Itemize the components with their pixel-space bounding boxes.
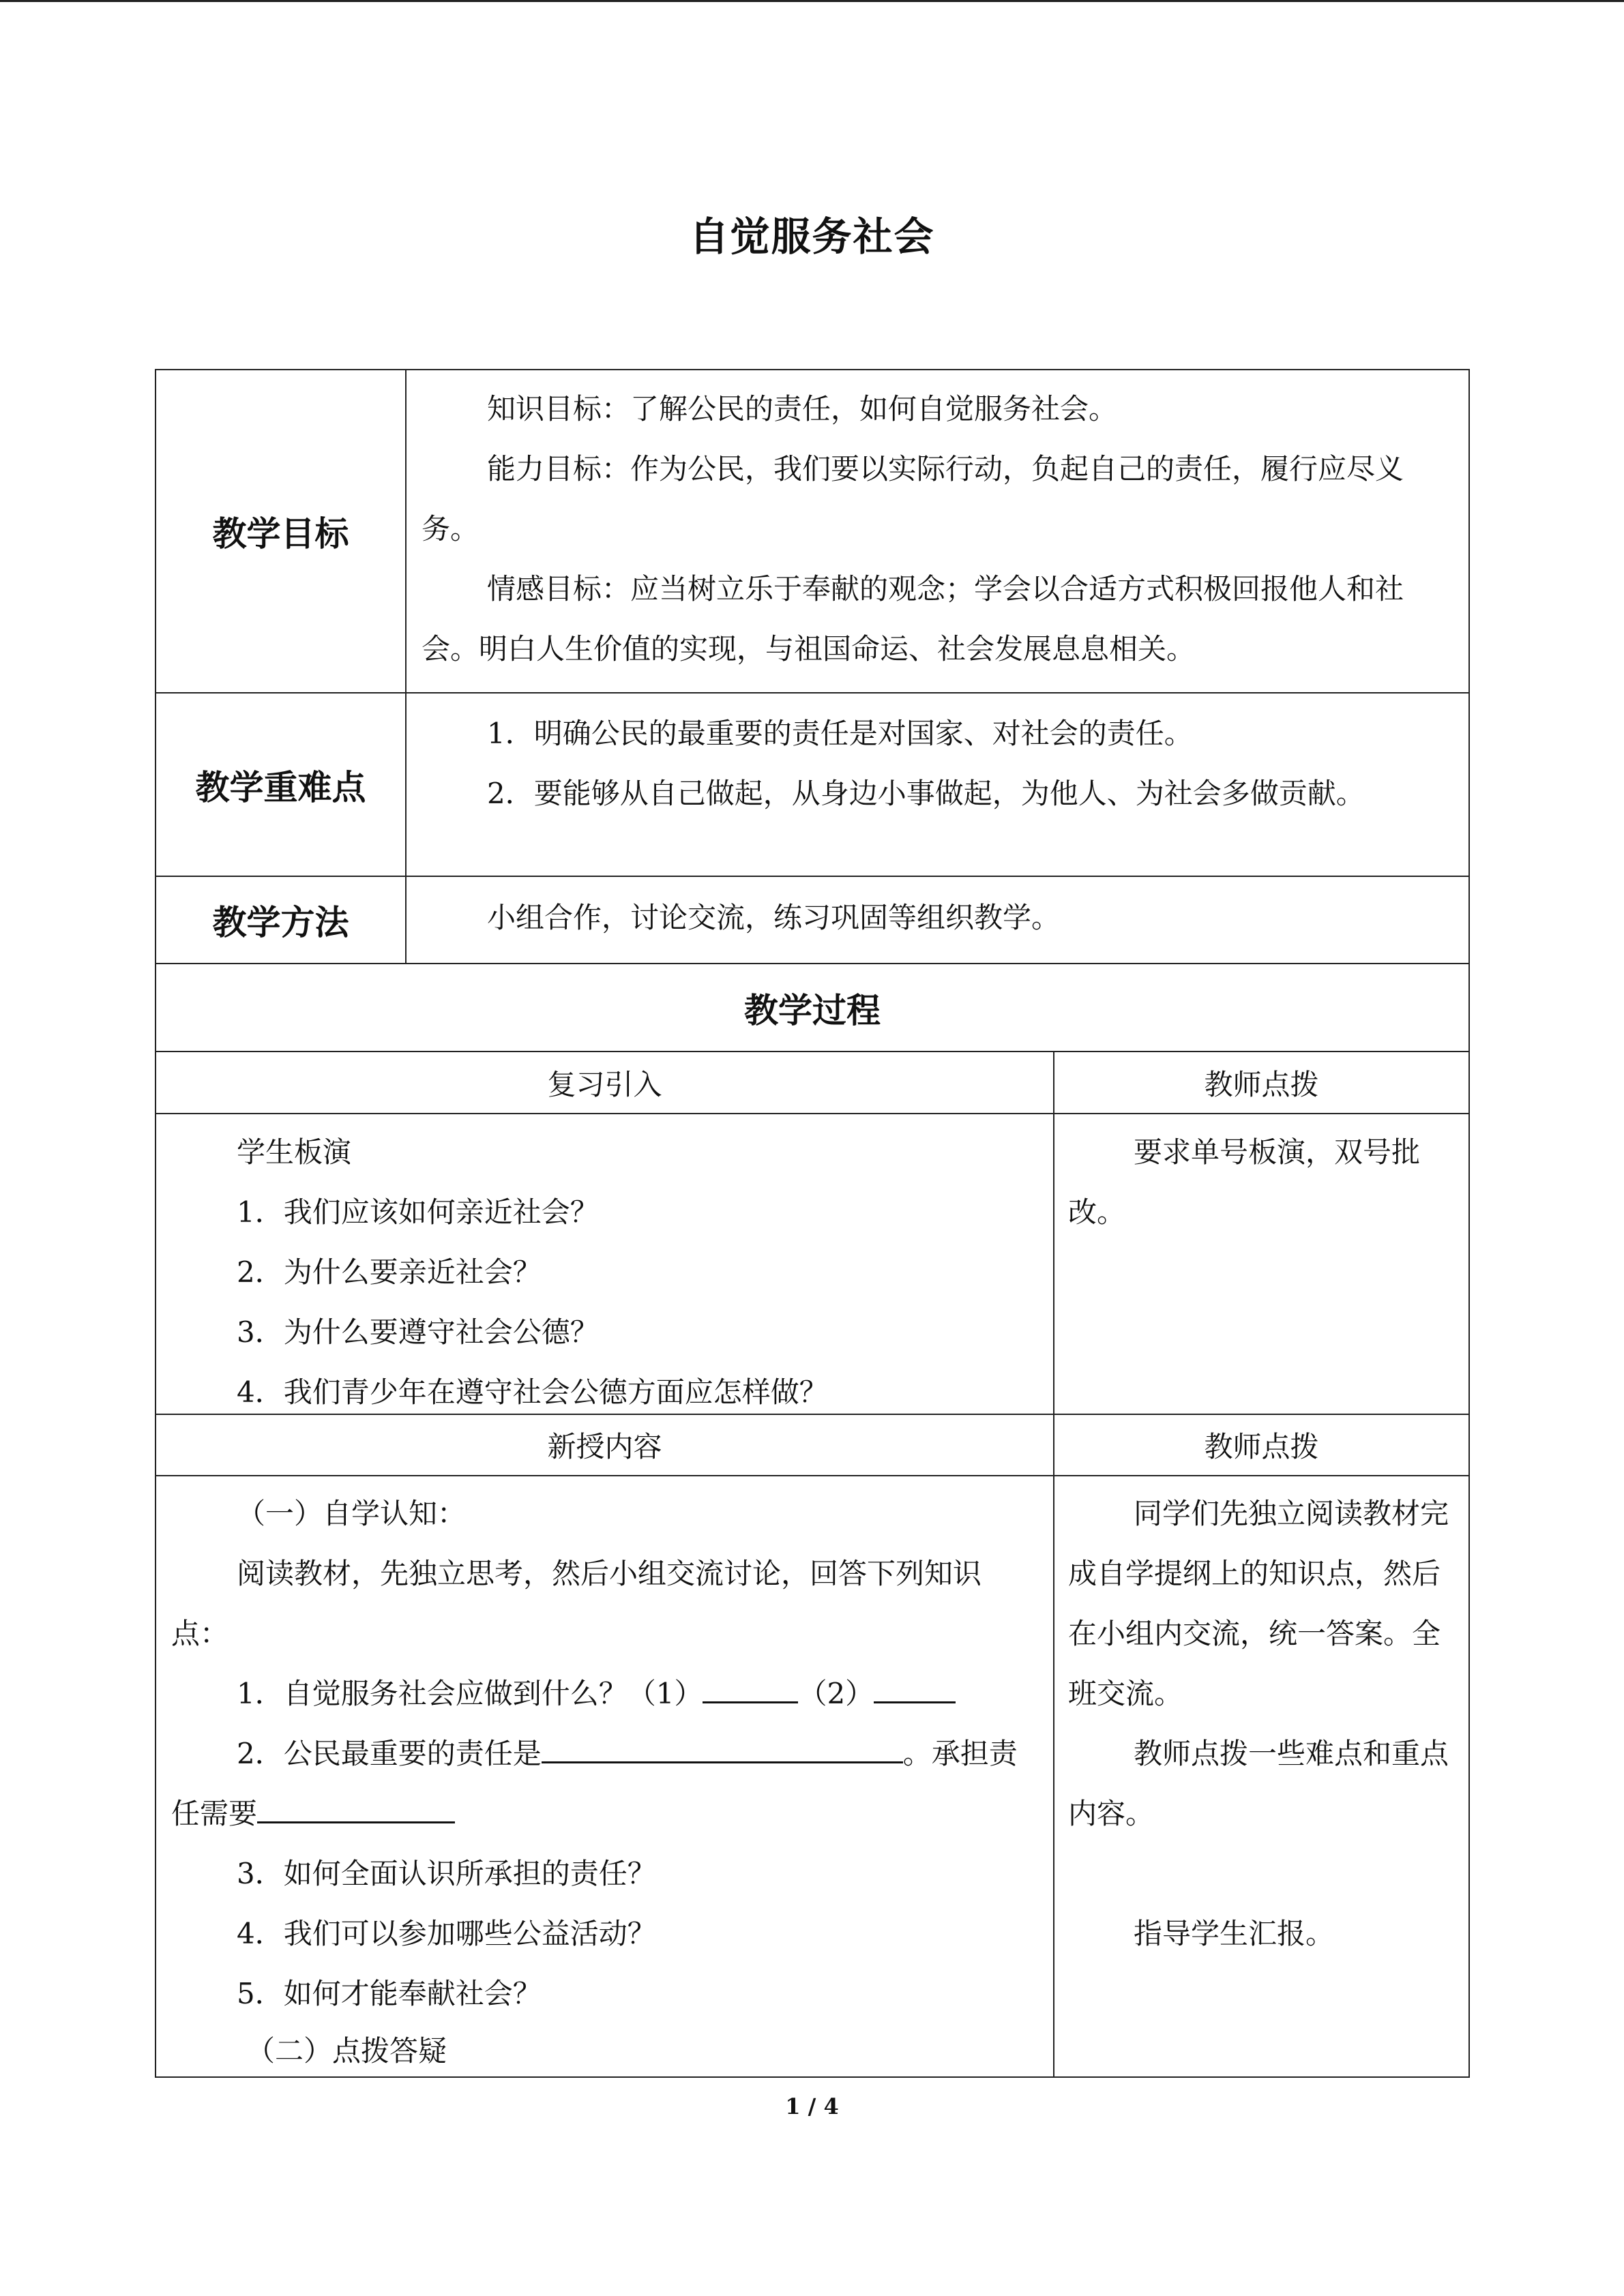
key-points-label: 教学重难点 [195, 767, 366, 807]
new-question-3: 3．如何全面认识所承担的责任？ [237, 1857, 656, 1890]
review-tip-header: 教师点拨 [1204, 1067, 1319, 1101]
new-tip-1: 同学们先独立阅读教材完成自学提纲上的知识点，然后在小组内交流，统一答案。全班交流。 [1068, 1497, 1449, 1710]
goals-content [422, 379, 1438, 679]
new-content [171, 1484, 1037, 2078]
new-question-5: 5．如何才能奉献社会？ [237, 1977, 542, 2010]
review-header: 复习引入 [547, 1067, 662, 1101]
review-tip [1068, 1122, 1453, 1242]
answer-section-heading: （二）点拨答疑 [246, 2034, 447, 2068]
review-question-1: 1．我们应该如何亲近社会？ [237, 1195, 599, 1229]
review-content [171, 1122, 1037, 1422]
review-question-2: 2．为什么要亲近社会？ [237, 1255, 542, 1289]
goals-label: 教学目标 [212, 514, 349, 554]
key-point-1: 1．明确公民的最重要的责任是对国家、对社会的责任。 [487, 717, 1193, 750]
review-tip-text: 要求单号板演，双号批改。 [1068, 1135, 1421, 1229]
answer-blank[interactable] [874, 1674, 956, 1703]
answer-blank[interactable] [257, 1794, 455, 1823]
key-points-content [422, 704, 1438, 824]
top-border [0, 0, 1624, 2]
answer-blank[interactable] [542, 1734, 903, 1763]
new-tip-3: 指导学生汇报。 [1134, 1917, 1335, 1950]
new-question-4: 4．我们可以参加哪些公益活动？ [237, 1917, 656, 1950]
new-content-header: 新授内容 [547, 1430, 662, 1463]
new-question-2 [171, 1724, 1037, 1844]
question-2-part-2: 。承担责任需要 [171, 1737, 1018, 1830]
review-question-3: 3．为什么要遵守社会公德？ [237, 1315, 599, 1349]
review-line: 学生板演 [237, 1135, 352, 1169]
label-column-divider [405, 369, 407, 963]
new-tip [1068, 1484, 1453, 1964]
document-title: 自觉服务社会 [689, 213, 935, 260]
methods-label: 教学方法 [212, 903, 349, 942]
ability-goal: 能力目标：作为公民，我们要以实际行动，负起自己的责任，履行应尽义务。 [422, 452, 1404, 546]
row-divider [155, 1475, 1470, 1476]
knowledge-goal: 知识目标：了解公民的责任，如何自觉服务社会。 [487, 392, 1118, 426]
key-point-2: 2．要能够从自己做起，从身边小事做起，为他人、为社会多做贡献。 [487, 777, 1365, 810]
question-1-part-2: （2） [798, 1677, 874, 1710]
question-2-text: 2．公民最重要的责任是 [237, 1737, 542, 1770]
methods-text: 小组合作，讨论交流，练习巩固等组织教学。 [487, 901, 1061, 934]
methods-content [422, 888, 1438, 948]
answer-blank[interactable] [703, 1674, 798, 1703]
self-study-intro: 阅读教材，先独立思考，然后小组交流讨论，回答下列知识点： [171, 1557, 982, 1650]
emotion-goal: 情感目标：应当树立乐于奉献的观念；学会以合适方式积极回报他人和社会。明白人生价值的实现，与祖国命运、社会发展息息相关。 [422, 572, 1404, 666]
question-1-text: 1．自觉服务社会应做到什么？（1） [237, 1677, 703, 1710]
process-heading: 教学过程 [744, 990, 881, 1030]
page-number: 1 / 4 [785, 2093, 839, 2119]
review-question-4: 4．我们青少年在遵守社会公德方面应怎样做？ [237, 1375, 828, 1409]
new-tip-header: 教师点拨 [1204, 1430, 1319, 1463]
new-tip-2: 教师点拨一些难点和重点内容。 [1068, 1737, 1449, 1830]
tip-column-divider [1053, 1051, 1054, 2078]
row-divider [155, 1113, 1470, 1114]
new-question-1 [171, 1664, 1037, 1724]
self-study-heading: （一）自学认知： [237, 1497, 467, 1530]
